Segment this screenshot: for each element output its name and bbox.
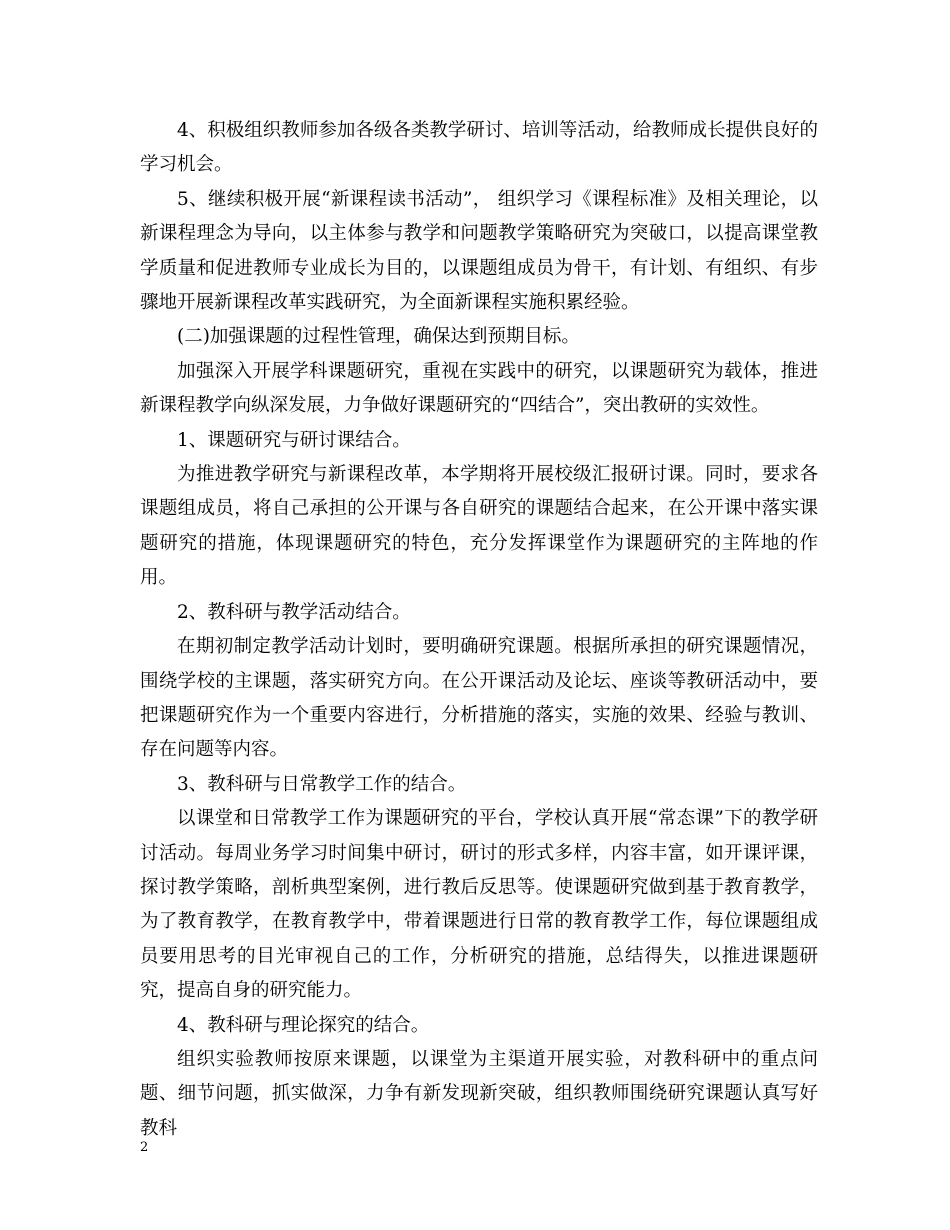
paragraph: 加强深入开展学科课题研究，重视在实践中的研究，以课题研究为载体，推进新课程教学向纵深发展，力争做好课题研究的“四结合”，突出教研的实效性。 xyxy=(140,360,818,417)
page-number: 2 xyxy=(140,1140,149,1155)
list-item-heading: 1、课题研究与研讨课结合。 xyxy=(177,429,411,451)
paragraph: 4、积极组织教师参加各级各类教学研讨、培训等活动，给教师成长提供良好的学习机会。 xyxy=(140,120,818,176)
section-heading: (二)加强课题的过程性管理，确保达到预期目标。 xyxy=(177,326,580,348)
list-item-heading: 4、教科研与理论探究的结合。 xyxy=(177,1014,430,1036)
paragraph: 5、继续积极开展“新课程读书活动”， 组织学习《课程标准》及相关理论，以新课程理念为导向，以主体参与教学和问题教学策略研究为突破口，以提高课堂教学质量和促进教师专业成长为目的，以课题组成员为骨干，有计划、有组织、有步骤地开展新课程改革实践研究，为全面新课程实施积累经验。 xyxy=(140,188,818,314)
paragraph: 组织实验教师按原来课题，以课堂为主渠道开展实验，对教科研中的重点问题、细节问题，抓实做深，力争有新发现新突破，组织教师围绕研究课题认真写好教科 xyxy=(140,1048,818,1139)
list-item-heading: 3、教科研与日常教学工作的结合。 xyxy=(177,773,467,795)
paragraph: 为推进教学研究与新课程改革，本学期将开展校级汇报研讨课。同时，要求各课题组成员，将自己承担的公开课与各自研究的课题结合起来，在公开课中落实课题研究的措施，体现课题研究的特色，充分发挥课堂作为课题研究的主阵地的作用。 xyxy=(140,464,818,589)
paragraph: 在期初制定教学活动计划时，要明确研究课题。根据所承担的研究课题情况，围绕学校的主课题，落实研究方向。在公开课活动及论坛、座谈等教研活动中，要把课题研究作为一个重要内容进行，分析措施的落实，实施的效果、经验与教训、存在问题等内容。 xyxy=(140,636,818,761)
document-body xyxy=(140,114,818,1146)
list-item-heading: 2、教科研与教学活动结合。 xyxy=(177,601,411,623)
paragraph: 以课堂和日常教学工作为课题研究的平台，学校认真开展“常态课”下的教学研讨活动。每周业务学习时间集中研讨，研讨的形式多样，内容丰富，如开课评课，探讨教学策略，剖析典型案例，进行教后反思等。使课题研究做到基于教育教学，为了教育教学，在教育教学中，带着课题进行日常的教育教学工作，每位课题组成员要用思考的目光审视自己的工作，分析研究的措施，总结得失，以推进课题研究，提高自身的研究能力。 xyxy=(140,808,818,1002)
